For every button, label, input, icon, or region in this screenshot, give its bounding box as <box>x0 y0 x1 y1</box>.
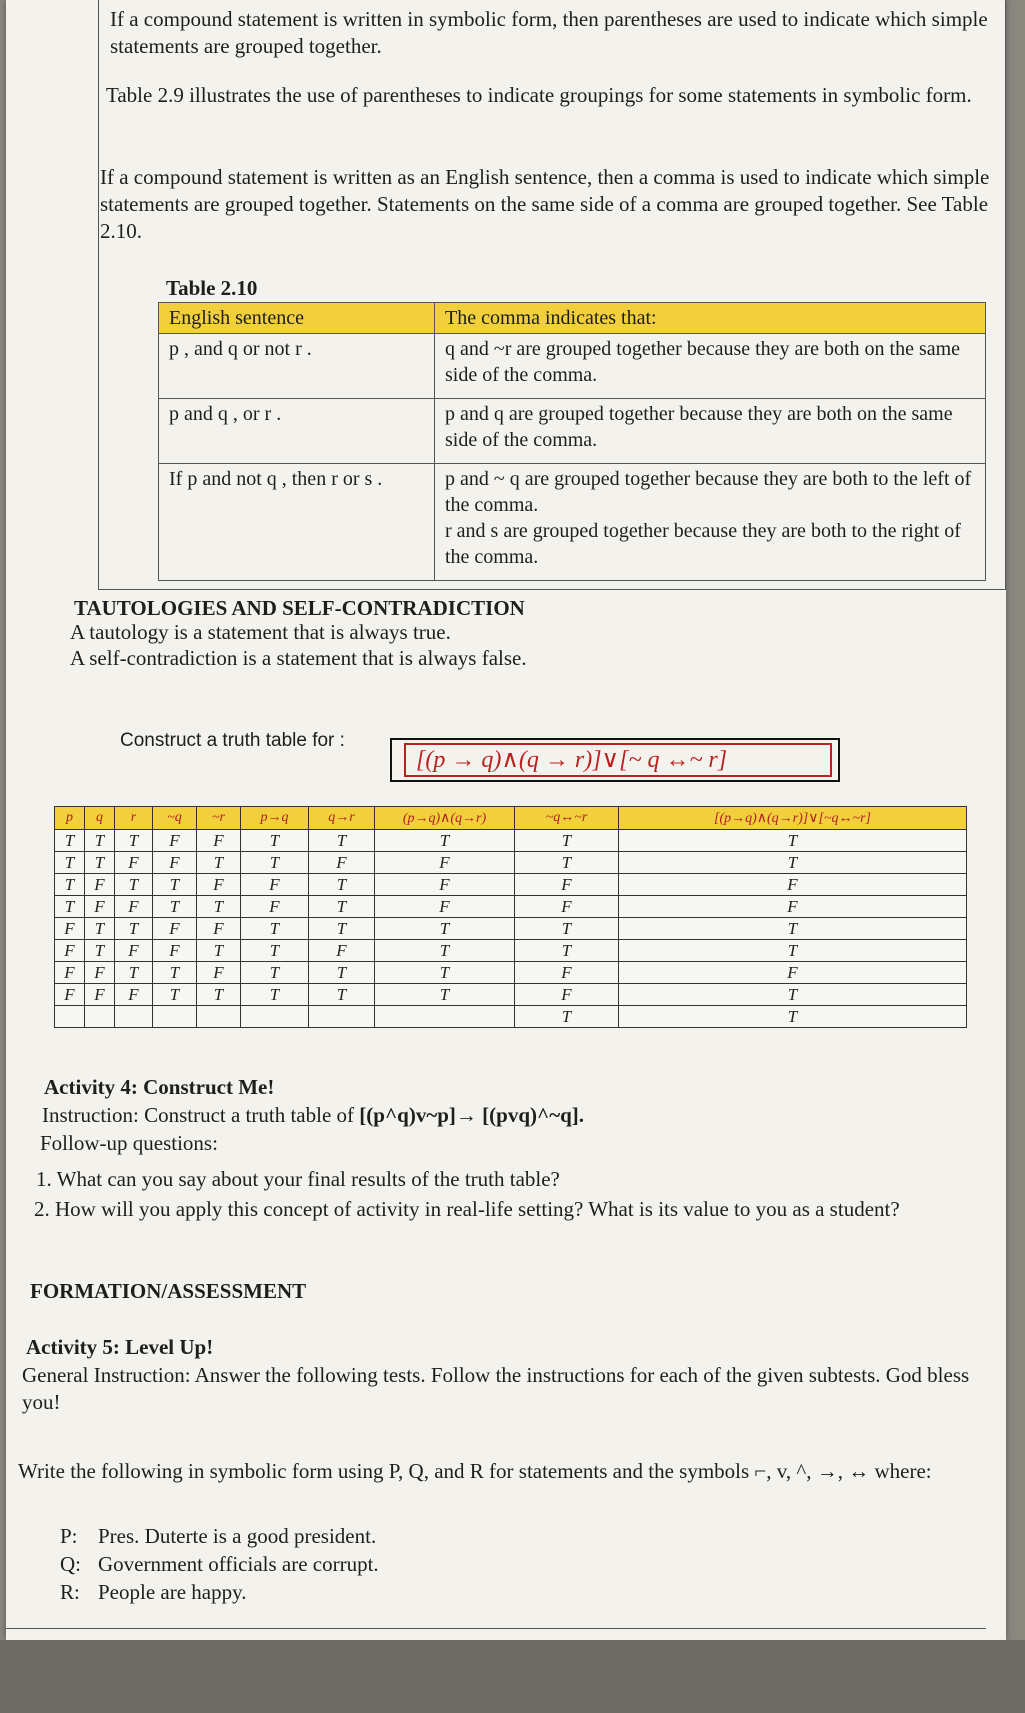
truth-table-cell: T <box>241 830 309 852</box>
truth-table-cell: F <box>241 874 309 896</box>
truth-table-cell: T <box>309 984 375 1006</box>
truth-table-cell: T <box>309 830 375 852</box>
truth-table-cell: F <box>55 940 85 962</box>
truth-table-cell: F <box>85 984 115 1006</box>
truth-table-cell: T <box>153 874 197 896</box>
truth-table-cell: F <box>375 896 515 918</box>
truth-table-cell: T <box>241 918 309 940</box>
truth-table-cell: F <box>241 896 309 918</box>
truth-table-cell: T <box>309 896 375 918</box>
table-caption: Table 2.10 <box>166 276 258 300</box>
truth-table-cell: F <box>309 852 375 874</box>
activity4-instruction-text: Instruction: Construct a truth table of <box>42 1103 360 1127</box>
truth-table-row <box>55 896 967 918</box>
section-title-tautologies: TAUTOLOGIES AND SELF-CONTRADICTION <box>74 596 525 620</box>
truth-table-cell: T <box>115 830 153 852</box>
truth-table-row <box>55 852 967 874</box>
truth-table-cell: F <box>197 918 241 940</box>
truth-table-cell: T <box>115 918 153 940</box>
construct-label: Construct a truth table for : <box>120 730 345 751</box>
truth-table-cell: T <box>619 918 967 940</box>
truth-table-cell: T <box>309 874 375 896</box>
truth-table-cell <box>55 1006 85 1028</box>
truth-table-cell <box>309 1006 375 1028</box>
activity4-question-1: 1. What can you say about your final results of the truth table? <box>36 1167 560 1191</box>
truth-table-cell: T <box>55 896 85 918</box>
truth-table-cell: F <box>55 984 85 1006</box>
truth-table-cell: F <box>309 940 375 962</box>
truth-table-cell: T <box>515 852 619 874</box>
page-bottom-rule <box>6 1628 986 1629</box>
truth-table-cell: F <box>115 984 153 1006</box>
truth-table-row <box>55 918 967 940</box>
section-title-assessment: FORMATION/ASSESSMENT <box>30 1279 307 1303</box>
truth-table-row <box>55 940 967 962</box>
meaning-right: r and s are grouped together because they are both to the right of the comma. <box>445 520 961 568</box>
truth-table-cell: T <box>153 896 197 918</box>
paragraph-parentheses: If a compound statement is written in symbolic form, then parentheses are used to indicate which simple statements are grouped together. <box>110 7 988 58</box>
truth-table-cell: T <box>153 984 197 1006</box>
variable-text: Government officials are corrupt. <box>98 1552 379 1576</box>
variable-r <box>60 1580 247 1605</box>
truth-table-cell: F <box>85 896 115 918</box>
truth-table-cell: T <box>375 984 515 1006</box>
truth-table-cell <box>153 1006 197 1028</box>
truth-table-cell: T <box>85 918 115 940</box>
truth-table-cell: F <box>55 918 85 940</box>
truth-table-cell: T <box>197 852 241 874</box>
truth-table-cell: F <box>515 962 619 984</box>
variable-p <box>60 1524 376 1549</box>
truth-table-cell: T <box>375 918 515 940</box>
truth-table <box>54 806 967 1028</box>
truth-table-cell: F <box>115 896 153 918</box>
truth-table-cell: T <box>515 1006 619 1028</box>
symbolic-form-instruction: Write the following in symbolic form using P, Q, and R for statements and the symbols ⌐, v, ^, →, ↔ where: <box>18 1459 932 1483</box>
truth-table-cell: F <box>619 896 967 918</box>
truth-table-cell: T <box>241 852 309 874</box>
background-shadow <box>0 1640 1025 1713</box>
truth-table-cell: F <box>375 852 515 874</box>
truth-table-cell: T <box>153 962 197 984</box>
truth-table-cell: T <box>619 830 967 852</box>
truth-table-cell: T <box>619 1006 967 1028</box>
truth-table-cell: F <box>619 962 967 984</box>
truth-table-cell: F <box>515 984 619 1006</box>
truth-table-cell: T <box>85 940 115 962</box>
truth-table-row <box>55 962 967 984</box>
truth-table-cell: F <box>197 830 241 852</box>
activity4-followup: Follow-up questions: <box>40 1131 218 1155</box>
truth-table-column-header: q→r <box>309 807 375 830</box>
truth-table-cell: F <box>197 962 241 984</box>
truth-table-cell <box>197 1006 241 1028</box>
table-cell-sentence: If p and not q , then r or s . <box>159 464 435 581</box>
truth-table-cell: F <box>619 874 967 896</box>
truth-table-cell: F <box>197 874 241 896</box>
truth-table-column-header: p <box>55 807 85 830</box>
truth-table-cell: T <box>375 962 515 984</box>
table-cell-meaning <box>435 464 986 581</box>
truth-table-cell: F <box>153 830 197 852</box>
truth-table-cell <box>115 1006 153 1028</box>
activity4-title: Activity 4: Construct Me! <box>44 1075 275 1099</box>
table-cell-meaning: p and q are grouped together because they are both on the same side of the comma. <box>435 399 986 464</box>
truth-table-cell: T <box>375 830 515 852</box>
activity4-formula: [(p^q)v~p]→ [(pvq)^~q]. <box>359 1103 585 1127</box>
truth-table-cell: T <box>241 984 309 1006</box>
activity4-instruction <box>42 1102 584 1129</box>
truth-table-cell <box>241 1006 309 1028</box>
truth-table-row <box>55 874 967 896</box>
truth-table-cell <box>85 1006 115 1028</box>
truth-table-column-header: q <box>85 807 115 830</box>
variable-key: Q: <box>60 1552 81 1576</box>
truth-table-cell: T <box>375 940 515 962</box>
table-header-meaning: The comma indicates that: <box>435 303 986 334</box>
comma-grouping-table <box>158 302 986 581</box>
self-contradiction-definition: A self-contradiction is a statement that is always false. <box>70 646 527 670</box>
truth-table-cell: T <box>515 940 619 962</box>
truth-table-cell: F <box>515 896 619 918</box>
truth-table-cell: T <box>197 984 241 1006</box>
truth-table-column-header: ~q <box>153 807 197 830</box>
variable-key: P: <box>60 1524 78 1548</box>
truth-table-cell: F <box>515 874 619 896</box>
truth-table-column-header: ~r <box>197 807 241 830</box>
truth-table-cell: F <box>85 962 115 984</box>
truth-table-column-header: [(p→q)∧(q→r)]∨[~q↔~r] <box>619 807 967 830</box>
truth-table-cell: F <box>115 852 153 874</box>
variable-key: R: <box>60 1580 80 1604</box>
variable-text: People are happy. <box>98 1580 247 1604</box>
truth-table-row <box>55 984 967 1006</box>
table-header-sentence: English sentence <box>159 303 435 334</box>
truth-table-cell: F <box>153 852 197 874</box>
document-page <box>6 0 1006 1640</box>
truth-table-column-header: p→q <box>241 807 309 830</box>
truth-table-cell: T <box>115 874 153 896</box>
truth-table-cell: F <box>85 874 115 896</box>
meaning-left: p and ~ q are grouped together because they are both to the left of the comma. <box>445 468 972 516</box>
truth-table-cell: T <box>197 896 241 918</box>
tautology-definition: A tautology is a statement that is always true. <box>70 620 451 644</box>
truth-table-cell: T <box>115 962 153 984</box>
table-cell-meaning: q and ~r are grouped together because they are both on the same side of the comma. <box>435 334 986 399</box>
truth-table-cell: T <box>55 852 85 874</box>
truth-table-cell: T <box>241 962 309 984</box>
truth-table-cell: F <box>375 874 515 896</box>
table-cell-sentence: p , and q or not r . <box>159 334 435 399</box>
truth-table-cell: F <box>153 918 197 940</box>
truth-table-cell: T <box>55 830 85 852</box>
truth-table-cell: T <box>197 940 241 962</box>
truth-table-column-header: (p→q)∧(q→r) <box>375 807 515 830</box>
table-cell-sentence: p and q , or r . <box>159 399 435 464</box>
truth-table-row <box>55 830 967 852</box>
activity5-general-instruction: General Instruction: Answer the following tests. Follow the instructions for each of the given subtests. God bless you! <box>22 1363 970 1414</box>
truth-table-cell: T <box>241 940 309 962</box>
truth-table-cell: T <box>619 940 967 962</box>
truth-table-cell: F <box>153 940 197 962</box>
truth-table-cell: T <box>515 830 619 852</box>
variable-text: Pres. Duterte is a good president. <box>98 1524 377 1548</box>
truth-table-cell: T <box>515 918 619 940</box>
paragraph-table-2-9: Table 2.9 illustrates the use of parentheses to indicate groupings for some statements in symbolic form. <box>106 83 972 107</box>
truth-table-column-header: ~q↔~r <box>515 807 619 830</box>
truth-table-cell: F <box>55 962 85 984</box>
variable-q <box>60 1552 379 1577</box>
truth-table-cell: T <box>85 830 115 852</box>
truth-table-cell: T <box>309 918 375 940</box>
truth-table-row <box>55 1006 967 1028</box>
activity5-title: Activity 5: Level Up! <box>26 1335 214 1359</box>
paragraph-comma: If a compound statement is written as an English sentence, then a comma is used to indicate which simple statements are grouped together. Statements on the same side of a comma are grouped together. See Table 2.10. <box>100 165 990 243</box>
truth-table-cell: T <box>309 962 375 984</box>
truth-table-header <box>55 807 967 830</box>
truth-table-column-header: r <box>115 807 153 830</box>
truth-table-cell: F <box>115 940 153 962</box>
truth-table-cell: T <box>619 984 967 1006</box>
activity4-question-2: 2. How will you apply this concept of activity in real-life setting? What is its value to you as a student? <box>34 1197 900 1221</box>
truth-table-cell: T <box>85 852 115 874</box>
truth-table-cell <box>375 1006 515 1028</box>
truth-table-cell: T <box>619 852 967 874</box>
truth-table-cell: T <box>55 874 85 896</box>
formula-text: [(p → q)∧(q → r)]∨[~ q ↔~ r] <box>404 743 832 777</box>
